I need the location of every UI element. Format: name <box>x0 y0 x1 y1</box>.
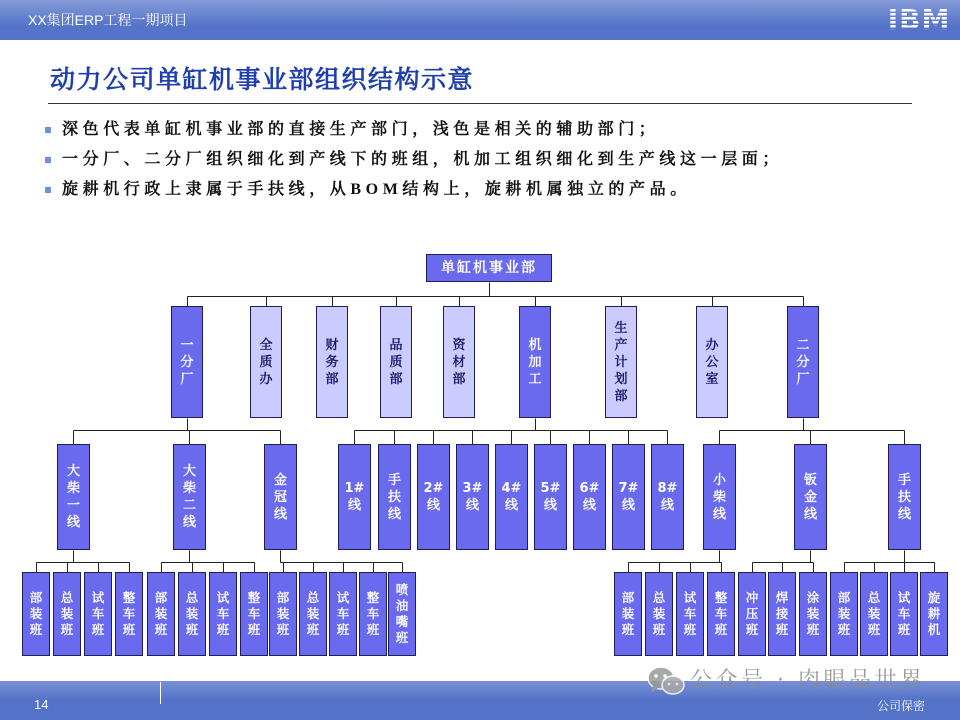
label-glyph: 耕 <box>927 606 941 621</box>
team-box <box>388 572 416 656</box>
team-box <box>768 572 796 656</box>
label-glyph: 线 <box>465 498 479 513</box>
team-box <box>240 572 268 656</box>
label-glyph: 线 <box>582 498 596 513</box>
label-glyph: 车 <box>897 606 911 621</box>
label-glyph: 小 <box>712 472 726 488</box>
label-glyph: 办 <box>705 337 719 353</box>
label-glyph: 柴 <box>182 481 196 496</box>
team-box <box>676 572 704 656</box>
label-glyph: 装 <box>306 606 320 621</box>
label-glyph: 班 <box>276 622 290 637</box>
label-glyph: 总 <box>185 590 199 605</box>
team-box-label <box>337 590 350 638</box>
team-box-label <box>307 590 320 638</box>
label-glyph: 班 <box>683 622 697 637</box>
label-glyph: 线 <box>426 498 440 513</box>
production-line-box-label <box>898 472 911 523</box>
label-glyph: 班 <box>216 622 230 637</box>
production-line-box <box>794 444 827 550</box>
production-line-box <box>57 444 90 550</box>
department-box-label <box>180 337 193 388</box>
label-glyph: 试 <box>336 590 350 605</box>
label-glyph: 钣 <box>803 472 817 488</box>
team-box-label <box>248 590 261 638</box>
bullet-text: 一分厂、二分厂组织细化到产线下的班组，机加工组织细化到生产线这一层面； <box>62 151 784 168</box>
label-glyph: 车 <box>216 606 230 621</box>
label-glyph: 油 <box>395 598 409 613</box>
label-glyph: 8# <box>657 481 678 496</box>
label-glyph: 装 <box>60 606 74 621</box>
label-glyph: 涂 <box>806 590 820 605</box>
department-box <box>316 306 348 418</box>
team-box-label <box>746 590 759 638</box>
label-glyph: 班 <box>867 622 881 637</box>
production-line-box <box>495 444 528 550</box>
team-box-label <box>92 590 105 638</box>
label-glyph: 加 <box>528 354 542 370</box>
label-glyph: 车 <box>336 606 350 621</box>
department-box <box>605 306 637 418</box>
label-glyph: 班 <box>897 622 911 637</box>
production-line-box <box>456 444 489 550</box>
label-glyph: 厂 <box>796 371 810 387</box>
label-glyph: 品 <box>389 337 403 353</box>
label-glyph: 装 <box>621 606 635 621</box>
label-glyph: 装 <box>29 606 43 621</box>
team-box <box>299 572 327 656</box>
team-box <box>115 572 143 656</box>
label-glyph: 全 <box>259 337 273 353</box>
label-glyph: 班 <box>652 622 666 637</box>
label-glyph: 车 <box>714 606 728 621</box>
label-glyph: 班 <box>621 622 635 637</box>
label-glyph: 装 <box>806 606 820 621</box>
label-glyph: 产 <box>614 337 628 353</box>
team-box <box>890 572 918 656</box>
label-glyph: 部 <box>29 590 43 605</box>
label-glyph: 班 <box>122 622 136 637</box>
label-glyph: 线 <box>182 515 196 530</box>
label-glyph: 试 <box>683 590 697 605</box>
department-box <box>250 306 282 418</box>
label-glyph: 装 <box>185 606 199 621</box>
production-line-box-label <box>580 480 600 514</box>
label-glyph: 部 <box>325 371 339 387</box>
label-glyph: 一 <box>66 498 80 513</box>
label-glyph: 线 <box>504 498 518 513</box>
production-line-box <box>338 444 371 550</box>
department-box <box>787 306 819 418</box>
label-glyph: 班 <box>247 622 261 637</box>
team-box-label <box>653 590 666 638</box>
label-glyph: 车 <box>247 606 261 621</box>
label-glyph: 分 <box>796 354 810 370</box>
label-glyph: 线 <box>543 498 557 513</box>
slide-title: 动力公司单缸机事业部组织结构示意 <box>50 66 475 94</box>
team-box-label <box>807 590 820 638</box>
label-glyph: 班 <box>714 622 728 637</box>
production-line-box-label <box>183 463 196 531</box>
label-glyph: 计 <box>614 354 628 370</box>
label-glyph: 车 <box>366 606 380 621</box>
project-title: XX集团ERP工程一期项目 <box>28 12 188 28</box>
production-line-box-label <box>345 480 365 514</box>
label-glyph: 试 <box>897 590 911 605</box>
production-line-box <box>173 444 206 550</box>
team-box <box>799 572 827 656</box>
label-glyph: 装 <box>837 606 851 621</box>
department-box-label <box>452 337 465 388</box>
production-line-box <box>703 444 736 550</box>
label-glyph: 班 <box>806 622 820 637</box>
label-glyph: 柴 <box>66 481 80 496</box>
label-glyph: 二 <box>796 337 810 353</box>
department-box-label <box>389 337 402 388</box>
label-glyph: 班 <box>306 622 320 637</box>
label-glyph: 大 <box>182 464 196 479</box>
team-box <box>707 572 735 656</box>
label-glyph: 扶 <box>897 489 911 505</box>
team-box-label <box>61 590 74 638</box>
label-glyph: 机 <box>927 622 941 637</box>
label-glyph: 班 <box>745 622 759 637</box>
production-line-box-label <box>67 463 80 531</box>
production-line-box <box>378 444 411 550</box>
department-box <box>171 306 203 418</box>
team-box <box>84 572 112 656</box>
label-glyph: 班 <box>775 622 789 637</box>
label-glyph: 接 <box>775 606 789 621</box>
label-glyph: 装 <box>276 606 290 621</box>
production-line-box-label <box>463 480 483 514</box>
wechat-icon <box>646 665 686 697</box>
label-glyph: 线 <box>621 498 635 513</box>
label-glyph: 大 <box>66 464 80 479</box>
label-glyph: 部 <box>389 371 403 387</box>
department-box-label <box>259 337 272 388</box>
production-line-box-label <box>388 472 401 523</box>
label-glyph: 装 <box>652 606 666 621</box>
team-box-label <box>186 590 199 638</box>
label-glyph: 2# <box>423 481 444 496</box>
label-glyph: 部 <box>837 590 851 605</box>
label-glyph: 生 <box>614 320 628 336</box>
confidentiality-label: 公司保密 <box>877 699 926 713</box>
label-glyph: 班 <box>336 622 350 637</box>
page-number: 14 <box>34 697 49 712</box>
label-glyph: 装 <box>154 606 168 621</box>
team-box-label <box>684 590 697 638</box>
department-box <box>443 306 475 418</box>
watermark <box>646 664 925 698</box>
label-glyph: 4# <box>501 481 522 496</box>
label-glyph: 线 <box>66 515 80 530</box>
team-box-label <box>155 590 168 638</box>
label-glyph: 财 <box>325 337 339 353</box>
label-glyph: 线 <box>273 506 287 522</box>
label-glyph: 旋 <box>927 590 941 605</box>
department-box <box>380 306 412 418</box>
ibm-logo: IBM <box>884 5 954 35</box>
team-box <box>645 572 673 656</box>
team-box-label <box>715 590 728 638</box>
production-line-box <box>534 444 567 550</box>
label-glyph: 办 <box>259 371 273 387</box>
team-box <box>738 572 766 656</box>
label-glyph: 划 <box>614 371 628 387</box>
label-glyph: 焊 <box>775 590 789 605</box>
label-glyph: 喷 <box>395 582 409 597</box>
label-glyph: 压 <box>745 606 759 621</box>
team-box <box>53 572 81 656</box>
label-glyph: 手 <box>897 472 911 488</box>
label-glyph: 班 <box>29 622 43 637</box>
production-line-box <box>417 444 450 550</box>
label-glyph: 总 <box>60 590 74 605</box>
production-line-box <box>612 444 645 550</box>
team-box <box>920 572 948 656</box>
label-glyph: 手 <box>387 472 401 488</box>
label-glyph: 整 <box>247 590 261 605</box>
label-glyph: 机 <box>528 337 542 353</box>
production-line-box <box>264 444 297 550</box>
label-glyph: 一 <box>180 337 194 353</box>
label-glyph: 务 <box>325 354 339 370</box>
label-glyph: 工 <box>528 371 542 387</box>
production-line-box-label <box>424 480 444 514</box>
label-glyph: 6# <box>579 481 600 496</box>
team-box-label <box>217 590 230 638</box>
label-glyph: 材 <box>452 354 466 370</box>
label-glyph: 总 <box>652 590 666 605</box>
label-glyph: 质 <box>259 354 273 370</box>
label-glyph: 柴 <box>712 489 726 505</box>
label-glyph: 车 <box>683 606 697 621</box>
label-glyph: 3# <box>462 481 483 496</box>
department-box-label <box>528 337 541 388</box>
label-glyph: 班 <box>154 622 168 637</box>
production-line-box <box>888 444 921 550</box>
label-glyph: 线 <box>347 498 361 513</box>
label-glyph: 扶 <box>387 489 401 505</box>
team-box <box>359 572 387 656</box>
label-glyph: 整 <box>122 590 136 605</box>
label-glyph: 部 <box>614 388 628 404</box>
label-glyph: 班 <box>395 630 409 645</box>
department-box <box>519 306 551 418</box>
label-glyph: 线 <box>803 506 817 522</box>
production-line-box-label <box>541 480 561 514</box>
label-glyph: 部 <box>276 590 290 605</box>
production-line-box <box>651 444 684 550</box>
label-glyph: 线 <box>712 506 726 522</box>
label-glyph: 试 <box>216 590 230 605</box>
team-box <box>269 572 297 656</box>
team-box <box>147 572 175 656</box>
label-glyph: 冠 <box>273 489 287 505</box>
team-box <box>860 572 888 656</box>
label-glyph: 公 <box>705 354 719 370</box>
team-box-label <box>868 590 881 638</box>
label-glyph: 7# <box>618 481 639 496</box>
label-glyph: 线 <box>897 506 911 522</box>
department-box-label <box>325 337 338 388</box>
bullet-text: 深色代表单缸机事业部的直接生产部门，浅色是相关的辅助部门； <box>62 121 660 138</box>
label-glyph: 分 <box>180 354 194 370</box>
label-glyph: 班 <box>837 622 851 637</box>
label-glyph: 资 <box>452 337 466 353</box>
root-box <box>426 254 552 282</box>
department-box <box>696 306 728 418</box>
team-box <box>209 572 237 656</box>
label-glyph: 总 <box>306 590 320 605</box>
team-box-label <box>838 590 851 638</box>
production-line-box-label <box>274 472 287 523</box>
team-box-label <box>622 590 635 638</box>
team-box-label <box>776 590 789 638</box>
label-glyph: 班 <box>185 622 199 637</box>
production-line-box-label <box>502 480 522 514</box>
label-glyph: 班 <box>366 622 380 637</box>
label-glyph: 室 <box>705 371 719 387</box>
team-box-label <box>928 590 941 638</box>
label-glyph: 部 <box>154 590 168 605</box>
label-glyph: 线 <box>660 498 674 513</box>
department-box-label <box>705 337 718 388</box>
label-glyph: 部 <box>621 590 635 605</box>
label-glyph: 整 <box>366 590 380 605</box>
label-glyph: 二 <box>182 498 196 513</box>
team-box <box>614 572 642 656</box>
label-glyph: 质 <box>389 354 403 370</box>
watermark-text: 公众号 · 肉眼品世界 <box>690 668 926 693</box>
production-line-box-label <box>804 472 817 523</box>
label-glyph: 金 <box>803 489 817 505</box>
team-box-label <box>277 590 290 638</box>
team-box-label <box>123 590 136 638</box>
label-glyph: 1# <box>344 481 365 496</box>
label-glyph: 车 <box>122 606 136 621</box>
production-line-box-label <box>658 480 678 514</box>
label-glyph: 装 <box>867 606 881 621</box>
team-box <box>830 572 858 656</box>
label-glyph: 5# <box>540 481 561 496</box>
label-glyph: 整 <box>714 590 728 605</box>
label-glyph: 总 <box>867 590 881 605</box>
team-box <box>178 572 206 656</box>
team-box-label <box>898 590 911 638</box>
label-glyph: 试 <box>91 590 105 605</box>
production-line-box <box>573 444 606 550</box>
label-glyph: 线 <box>387 506 401 522</box>
bullet-text: 旋耕机行政上隶属于手扶线，从BOM结构上，旋耕机属独立的产品。 <box>62 181 691 198</box>
team-box <box>329 572 357 656</box>
label-glyph: 部 <box>452 371 466 387</box>
label-glyph: 车 <box>91 606 105 621</box>
team-box-label <box>367 590 380 638</box>
team-box-label <box>396 582 409 646</box>
label-glyph: 金 <box>273 472 287 488</box>
team-box <box>22 572 50 656</box>
department-box-label <box>796 337 809 388</box>
footer-divider <box>160 682 161 704</box>
production-line-box-label <box>619 480 639 514</box>
production-line-box-label <box>713 472 726 523</box>
label-glyph: 班 <box>91 622 105 637</box>
root-box-label: 单缸机事业部 <box>441 259 537 276</box>
label-glyph: 嘴 <box>395 614 409 629</box>
team-box-label <box>30 590 43 638</box>
label-glyph: 班 <box>60 622 74 637</box>
department-box-label <box>614 320 627 405</box>
label-glyph: 厂 <box>180 371 194 387</box>
label-glyph: 冲 <box>745 590 759 605</box>
